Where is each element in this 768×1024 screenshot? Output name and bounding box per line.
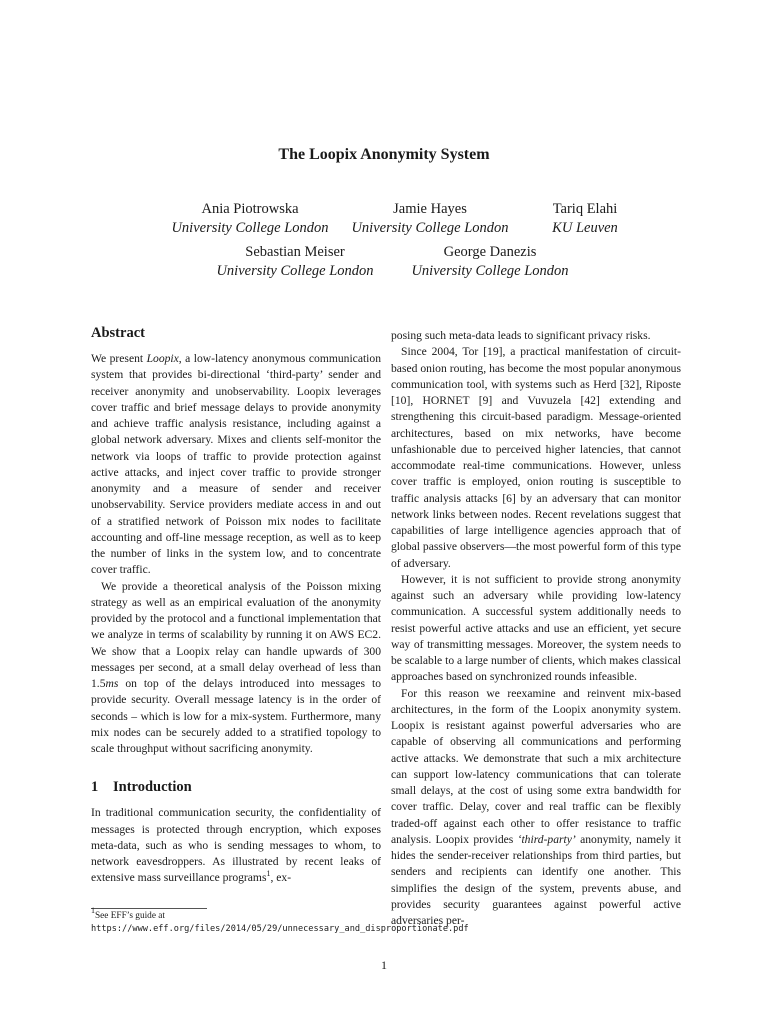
body-paragraph: For this reason we reexamine and reinvent mix-based architectures, in the form of the Loopix anonymity system. Loopix is resistant against powerful adversaries who are capable of observing all communications and performing active attacks. We demonstrate that such a mix architecture can support low-latency communications that can tolerate small delays, at the cost of using some extra bandwidth for cover traffic. Delay, cover and real traffic can be flexibly traded-off against each other to offer resistance to traffic analysis. Loopix provides ‘third-party’ anonymity, namely it hides the sender-receiver relationships from third parties, but senders and recipients can identify one another. This simplifies the design of the system, prevents abuse, and provides security guarantees against powerful active adversaries per-	[391, 686, 681, 927]
page-number: 1	[381, 958, 387, 972]
author-name: Sebastian Meiser	[245, 244, 345, 260]
author-affiliation: University College London	[171, 220, 329, 236]
author-block-meiser	[195, 243, 395, 281]
body-paragraph: In traditional communication security, the confidentiality of messages is protected through encryption, which exposes meta-data, such as who is sending messages to whom, to network eavesdroppers. As illustrated by recent leaks of extensive mass surveillance programs$^1$, ex-	[91, 806, 381, 885]
body-paragraph: However, it is not sufficient to provide strong anonymity against such an adversary while providing low-latency communication. A successful system additionally needs to resist powerful active attacks and use an efficient, yet secure way of transmitting messages. Moreover, the system needs to be scalable to a large number of clients, which makes classical approaches based on synchronized rounds infeasible.	[391, 572, 681, 684]
abstract-heading: Abstract	[91, 325, 145, 341]
author-name: Tariq Elahi	[552, 201, 618, 217]
introduction-heading	[91, 778, 381, 796]
author-block-elahi	[530, 200, 640, 238]
footnote-rule	[91, 908, 207, 909]
left-column	[91, 324, 381, 887]
author-affiliation: University College London	[216, 263, 374, 279]
abstract-paragraph: We provide a theoretical analysis of the Poisson mixing strategy as well as an empirical evaluation of the anonymity provided by the protocol and a functional implementation that we analyze in terms of scalability by running it on AWS EC2. We show that a Loopix relay can handle upwards of 300 messages per second, at a small delay overhead of less than 1.5ms on top of the delays introduced into messages to provide security. Overall message latency is in the order of seconds – which is low for a mix-system. Furthermore, many mix nodes can be securely added to a stratified topology to scale throughput without sacrificing anonymity.	[91, 579, 381, 755]
footnote-mark: 1	[91, 906, 95, 915]
author-affiliation: University College London	[351, 220, 509, 236]
author-block-hayes	[345, 200, 515, 238]
author-affiliation: KU Leuven	[552, 220, 618, 236]
author-affiliation: University College London	[411, 263, 569, 279]
author-name: Ania Piotrowska	[201, 201, 299, 217]
paper-title: The Loopix Anonymity System	[278, 146, 490, 163]
footnote: $^1$See EFF’s guide at https://www.eff.org/files/2014/05/29/unnecessary_and_disproportionate.pdf	[91, 906, 469, 934]
abstract-paragraph: We present Loopix, a low-latency anonymous communication system that provides bi-directional ‘third-party’ sender and receiver anonymity and unobservability. Loopix leverages cover traffic and brief message delays to provide anonymity and achieve traffic analysis resistance, including against a global network adversary. Mixes and clients self-monitor the network via loops of traffic to provide protection against active attacks, and inject cover traffic to provide stronger anonymity and a measure of sender and receiver unobservability. Service providers mediate access in and out of a stratified network of Poisson mix nodes to facilitate accounting and off-line message reception, as well as to keep the number of links in the system low, and to concentrate cover traffic.	[91, 352, 381, 577]
author-name: Jamie Hayes	[393, 201, 467, 217]
section-number: 1	[91, 779, 99, 796]
author-block-piotrowska	[150, 200, 350, 238]
body-paragraph: posing such meta-data leads to significant privacy risks.	[391, 329, 651, 342]
author-name: George Danezis	[443, 244, 537, 260]
right-column	[391, 328, 681, 929]
footnote-url[interactable]: https://www.eff.org/files/2014/05/29/unnecessary_and_disproportionate.pdf	[91, 924, 469, 934]
author-block-danezis	[400, 243, 580, 281]
body-paragraph: Since 2004, Tor [19], a practical manifestation of circuit-based onion routing, has become the most popular anonymous communication tool, with systems such as Herd [32], Riposte [10], HORNET [9] and Vuvuzela [42] extending and strengthening this circuit-based paradigm. Message-oriented architectures, based on mix networks, have become unfashionable due to perceived higher latencies, that cannot accommodate real-time communications. However, unless cover traffic is employed, onion routing is susceptible to traffic analysis attacks [6] by an adversary that can monitor network links between nodes. Recent revelations suggest that capabilities of large intelligence agencies approach that of global passive observers—the most powerful form of this type of adversary.	[391, 345, 681, 570]
section-title: Introduction	[113, 779, 192, 796]
footnote-marker: 1	[266, 869, 271, 879]
